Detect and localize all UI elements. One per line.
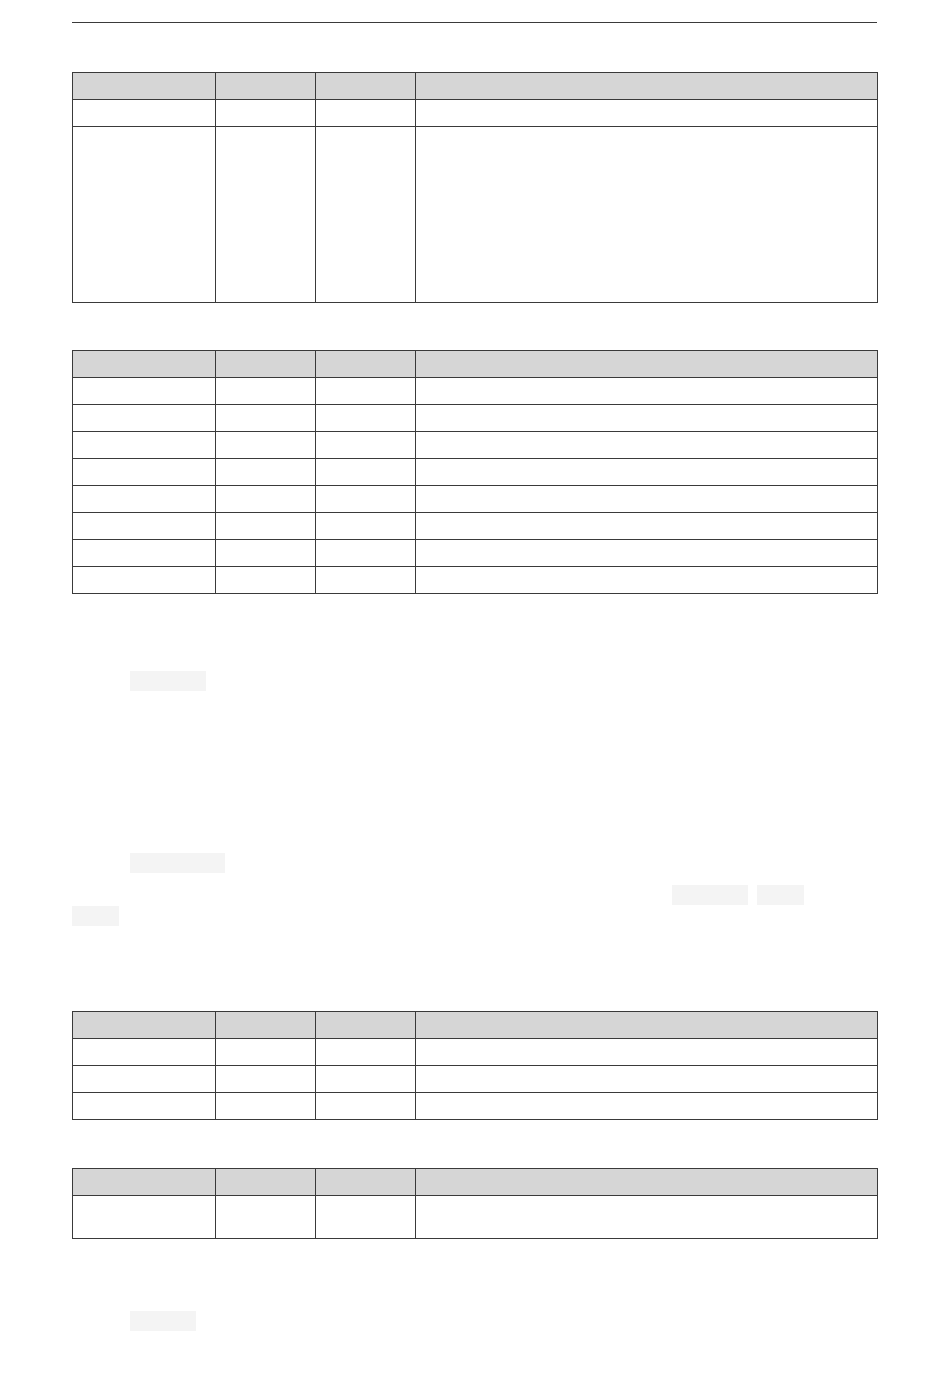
table-4	[72, 1168, 878, 1239]
table-cell	[216, 1093, 316, 1120]
table-row	[73, 1066, 878, 1093]
table-cell	[316, 127, 416, 303]
header-cell	[73, 1169, 216, 1196]
table-cell	[416, 1039, 878, 1066]
inline-code-chip	[130, 671, 206, 691]
table-cell	[73, 127, 216, 303]
table-cell	[216, 127, 316, 303]
table-cell	[216, 1066, 316, 1093]
header-cell	[73, 73, 216, 100]
inline-code-chip	[72, 906, 119, 926]
table-cell	[416, 1066, 878, 1093]
table-cell	[416, 540, 878, 567]
table-cell	[216, 513, 316, 540]
table-cell	[416, 127, 878, 303]
table-cell	[316, 459, 416, 486]
table-cell	[73, 1066, 216, 1093]
table-cell	[73, 432, 216, 459]
table-cell	[316, 1093, 416, 1120]
table-row	[73, 1093, 878, 1120]
table-cell	[416, 405, 878, 432]
table-row	[73, 567, 878, 594]
table-cell	[73, 378, 216, 405]
table-3	[72, 1011, 878, 1120]
table-cell	[316, 513, 416, 540]
table-row	[73, 378, 878, 405]
table-row	[73, 540, 878, 567]
table-cell	[316, 540, 416, 567]
table-cell	[216, 567, 316, 594]
table-cell	[216, 486, 316, 513]
header-cell	[416, 351, 878, 378]
header-cell	[216, 1012, 316, 1039]
table-2	[72, 350, 878, 594]
table-cell	[416, 378, 878, 405]
table-header-row	[73, 351, 878, 378]
header-rule	[72, 22, 877, 23]
table-cell	[73, 486, 216, 513]
header-cell	[416, 1012, 878, 1039]
inline-code-chip	[130, 1311, 196, 1331]
table-cell	[416, 1093, 878, 1120]
inline-code-chip	[757, 885, 804, 905]
table-cell	[316, 100, 416, 127]
inline-code-chip	[130, 853, 225, 873]
table-row	[73, 486, 878, 513]
table-cell	[316, 432, 416, 459]
header-cell	[216, 73, 316, 100]
header-cell	[73, 1012, 216, 1039]
table-cell	[216, 405, 316, 432]
table-cell	[316, 405, 416, 432]
table-cell	[73, 459, 216, 486]
table-cell	[316, 1196, 416, 1239]
table-cell	[73, 540, 216, 567]
table-cell	[216, 459, 316, 486]
header-cell	[316, 73, 416, 100]
table-cell	[73, 1196, 216, 1239]
table-cell	[416, 567, 878, 594]
table-cell	[316, 486, 416, 513]
table-cell	[216, 540, 316, 567]
table-1	[72, 72, 878, 303]
table-cell	[416, 1196, 878, 1239]
table-cell	[416, 100, 878, 127]
table-row	[73, 405, 878, 432]
table-cell	[416, 432, 878, 459]
table-cell	[216, 1196, 316, 1239]
table-row	[73, 127, 878, 303]
header-cell	[416, 1169, 878, 1196]
table-row	[73, 1196, 878, 1239]
inline-code-chip	[672, 885, 748, 905]
table-header-row	[73, 1169, 878, 1196]
table-row	[73, 513, 878, 540]
header-cell	[416, 73, 878, 100]
table-cell	[316, 567, 416, 594]
table-row	[73, 1039, 878, 1066]
table-cell	[316, 1066, 416, 1093]
table-cell	[416, 486, 878, 513]
header-cell	[316, 1169, 416, 1196]
table-cell	[73, 567, 216, 594]
table-cell	[73, 100, 216, 127]
table-cell	[73, 1093, 216, 1120]
table-cell	[216, 100, 316, 127]
table-cell	[216, 378, 316, 405]
table-cell	[216, 432, 316, 459]
table-cell	[73, 405, 216, 432]
table-cell	[216, 1039, 316, 1066]
table-cell	[316, 1039, 416, 1066]
table-cell	[73, 1039, 216, 1066]
header-cell	[316, 1012, 416, 1039]
table-row	[73, 432, 878, 459]
header-cell	[73, 351, 216, 378]
header-cell	[316, 351, 416, 378]
table-cell	[416, 513, 878, 540]
table-header-row	[73, 1012, 878, 1039]
table-cell	[316, 378, 416, 405]
table-header-row	[73, 73, 878, 100]
table-cell	[416, 459, 878, 486]
table-cell	[73, 513, 216, 540]
header-cell	[216, 351, 316, 378]
table-row	[73, 459, 878, 486]
table-row	[73, 100, 878, 127]
header-cell	[216, 1169, 316, 1196]
